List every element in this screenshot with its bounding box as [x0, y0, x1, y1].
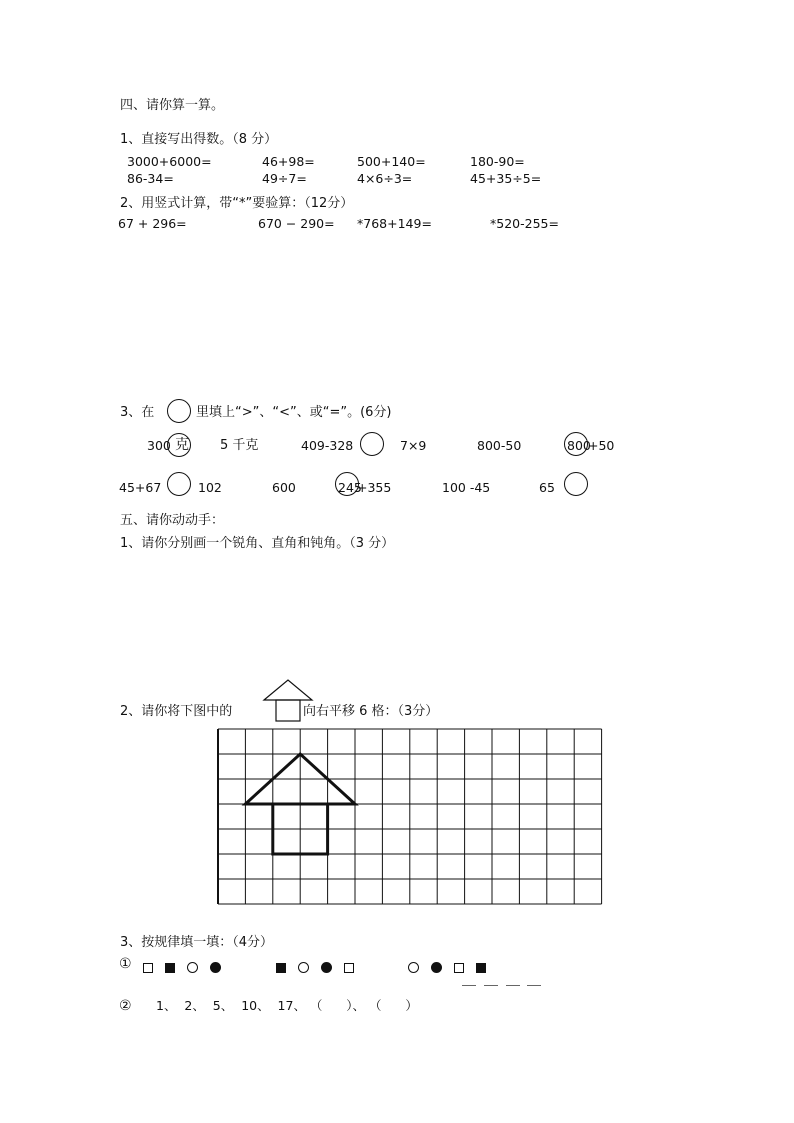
q3-term: 102 [198, 480, 222, 495]
q3-term: 245 [338, 480, 362, 495]
q3-term: 100 -45 [442, 480, 491, 495]
q1-title: 1、直接写出得数。（8 分） [120, 132, 278, 147]
answer-blank[interactable] [527, 985, 541, 986]
q3-term: 300 [147, 438, 171, 453]
q2-item: 67 + 296= [118, 216, 187, 231]
q2-item: 670 − 290= [258, 216, 335, 231]
s5-q2-suffix: 向右平移 6 格：（3分） [303, 704, 439, 719]
square-filled-icon [276, 963, 286, 973]
answer-circle [167, 399, 191, 423]
q1-item: 86-34= [127, 171, 174, 186]
answer-blank[interactable] [484, 985, 498, 986]
circle-outline-icon [408, 962, 419, 973]
q1-item: 46+98= [262, 154, 315, 169]
answer-blank[interactable] [462, 985, 476, 986]
q2-item: *768+149= [357, 216, 432, 231]
answer-blank[interactable] [506, 985, 520, 986]
q3-term: 800 [567, 438, 591, 453]
q1-item: 180-90= [470, 154, 525, 169]
q2-item: *520-255= [490, 216, 559, 231]
square-outline-icon [454, 963, 464, 973]
q3-term: 800-50 [477, 438, 522, 453]
answer-circle[interactable] [564, 472, 588, 496]
q3-term: 65 [539, 480, 555, 495]
q1-item: 3000+6000= [127, 154, 212, 169]
q3-term: 45+67 [119, 480, 162, 495]
pattern-group-3 [408, 962, 486, 973]
pattern-2-label: ② [119, 998, 132, 1014]
square-filled-icon [165, 963, 175, 973]
q3-term: +50 [588, 438, 615, 453]
q1-item: 4×6÷3= [357, 171, 413, 186]
square-filled-icon [476, 963, 486, 973]
s5-q2-prefix: 2、请你将下图中的 [120, 704, 233, 719]
answer-circle[interactable] [167, 472, 191, 496]
circle-filled-icon [321, 962, 332, 973]
q2-title: 2、用竖式计算，带“*”要验算：（12分） [120, 196, 354, 211]
square-outline-icon [344, 963, 354, 973]
q1-item: 500+140= [357, 154, 426, 169]
q3-suffix: 里填上“>”、“<”、或“=”。(6分) [196, 405, 392, 420]
circle-filled-icon [431, 962, 442, 973]
s5-q1-title: 1、请你分别画一个锐角、直角和钝角。（3 分） [120, 536, 395, 551]
q1-item: 49÷7= [262, 171, 307, 186]
q3-term: 克 [175, 437, 189, 453]
pattern-group-2 [276, 962, 354, 973]
circle-outline-icon [187, 962, 198, 973]
q3-term: +355 [357, 480, 392, 495]
section-4-title: 四、请你算一算。 [120, 98, 225, 113]
q3-term: 600 [272, 480, 296, 495]
pattern-2-sequence: 1、 2、 5、 10、 17、 （ ）、 （ ） [156, 998, 418, 1013]
q3-term: 409-328 [301, 438, 354, 453]
section-5-title: 五、请你动动手： [120, 513, 225, 528]
q3-term: 7×9 [400, 438, 427, 453]
circle-outline-icon [298, 962, 309, 973]
pattern-group-1 [143, 962, 221, 973]
circle-filled-icon [210, 962, 221, 973]
pattern-1-label: ① [119, 956, 132, 972]
answer-circle[interactable] [360, 432, 384, 456]
square-outline-icon [143, 963, 153, 973]
s5-q3-title: 3、按规律填一填：（4分） [120, 935, 274, 950]
q3-term: 5 千克 [220, 438, 259, 453]
q3-prefix: 3、在 [120, 405, 155, 420]
q1-item: 45+35÷5= [470, 171, 542, 186]
translation-grid[interactable] [214, 727, 608, 907]
